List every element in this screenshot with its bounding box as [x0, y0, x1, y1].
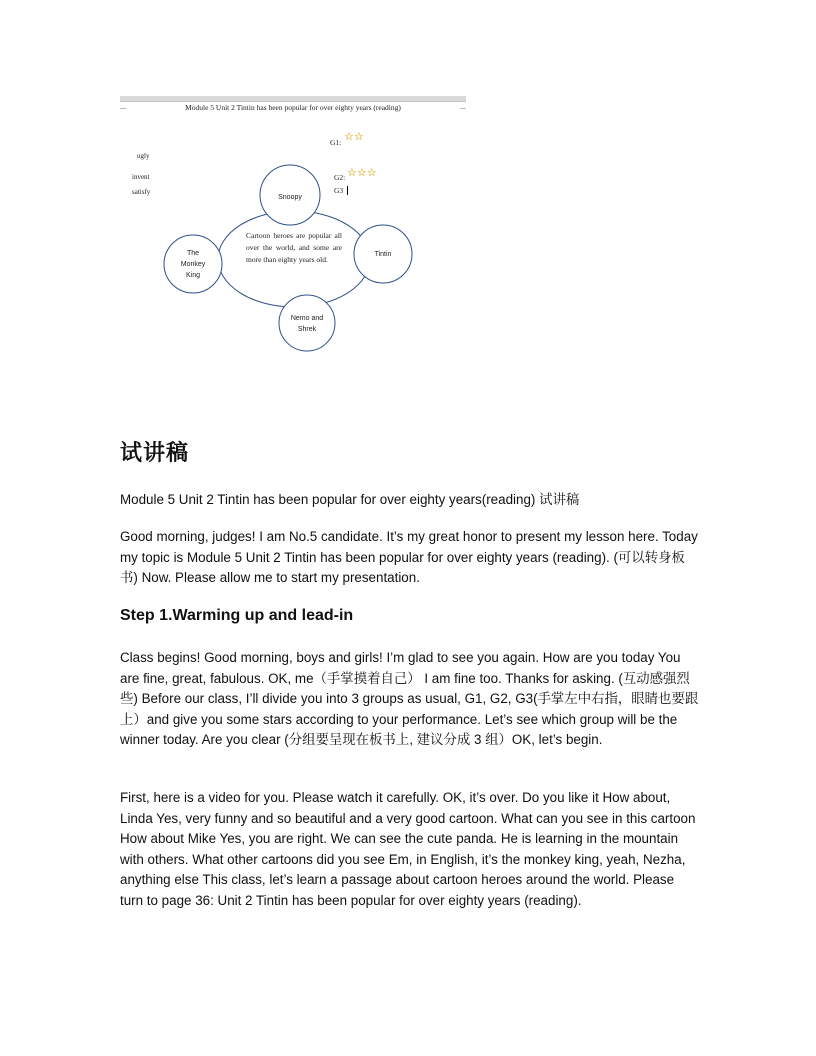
node-label-left [168, 248, 218, 281]
node-label-top: Snoopy [278, 194, 302, 201]
center-summary-text: Cartoon heroes are popular all over the world, and some are more than eighty years old. [246, 231, 342, 264]
document-subtitle: Module 5 Unit 2 Tintin has been popular for over eighty years(reading) 试讲稿 [120, 492, 580, 507]
vocab-word: invent [132, 173, 150, 181]
group-label: G2: [334, 173, 346, 182]
vocab-word: satisfy [132, 188, 151, 196]
group-label: G3 [334, 186, 344, 195]
document-title: 试讲稿 [120, 441, 190, 466]
group-label: G1: [330, 138, 342, 147]
node-label-line: Nemo and [290, 315, 324, 322]
node-label-right: Tintin [374, 251, 392, 258]
section-heading: Step 1.Warming up and lead-in [120, 607, 354, 624]
node-label-line: Monkey [180, 261, 206, 268]
body-paragraph: Class begins! Good morning, boys and girls! I’m glad to see you again. How are you today You are fine, great, fabulous. OK, me（手掌摸着自己） I am fine too. Thanks for asking. (互动感强烈些) Before our class, I’ll divide you into 3 groups as usual, G1, G2, G3(手掌左中右指，眼睛也要跟上）and give you some stars according to your performance. Let’s see which group will be the winner today. Are you clear (分组要呈现在板书上, 建议分成 3 组）OK, let’s begin. [120, 650, 699, 748]
node-label-bottom [277, 313, 337, 335]
star-icon: ☆☆☆ [347, 167, 377, 179]
node-label-line: Shrek [297, 326, 317, 333]
body-paragraph: First, here is a video for you. Please watch it carefully. OK, it’s over. Do you like it How about, Linda Yes, very funny and so beautiful and a very good cartoon. What can you see in this cartoon How about Mike Yes, you are right. We can see the cute panda. He is learning in the mountain with others. What other cartoons did you see Em, in English, it’s the monkey king, yeah, Nezha, anything else This class, let’s learn a passage about cartoon heroes around the world. Please turn to page 36: Unit 2 Tintin has been popular for over eighty years (reading). [120, 790, 696, 908]
star-icon: ☆☆ [344, 131, 364, 143]
board-title: Module 5 Unit 2 Tintin has been popular for over eighty years (reading) [185, 103, 401, 112]
vocab-word: ugly [137, 152, 150, 160]
intro-paragraph: Good morning, judges! I am No.5 candidate. It’s my great honor to present my lesson here. Today my topic is Module 5 Unit 2 Tintin has been popular for over eighty years (reading). (可以转身板书) Now. Please allow me to start my presentation. [120, 529, 698, 586]
blackboard-design-image [120, 96, 466, 354]
node-label-line: King [185, 272, 200, 279]
node-label-line: The [186, 250, 200, 257]
